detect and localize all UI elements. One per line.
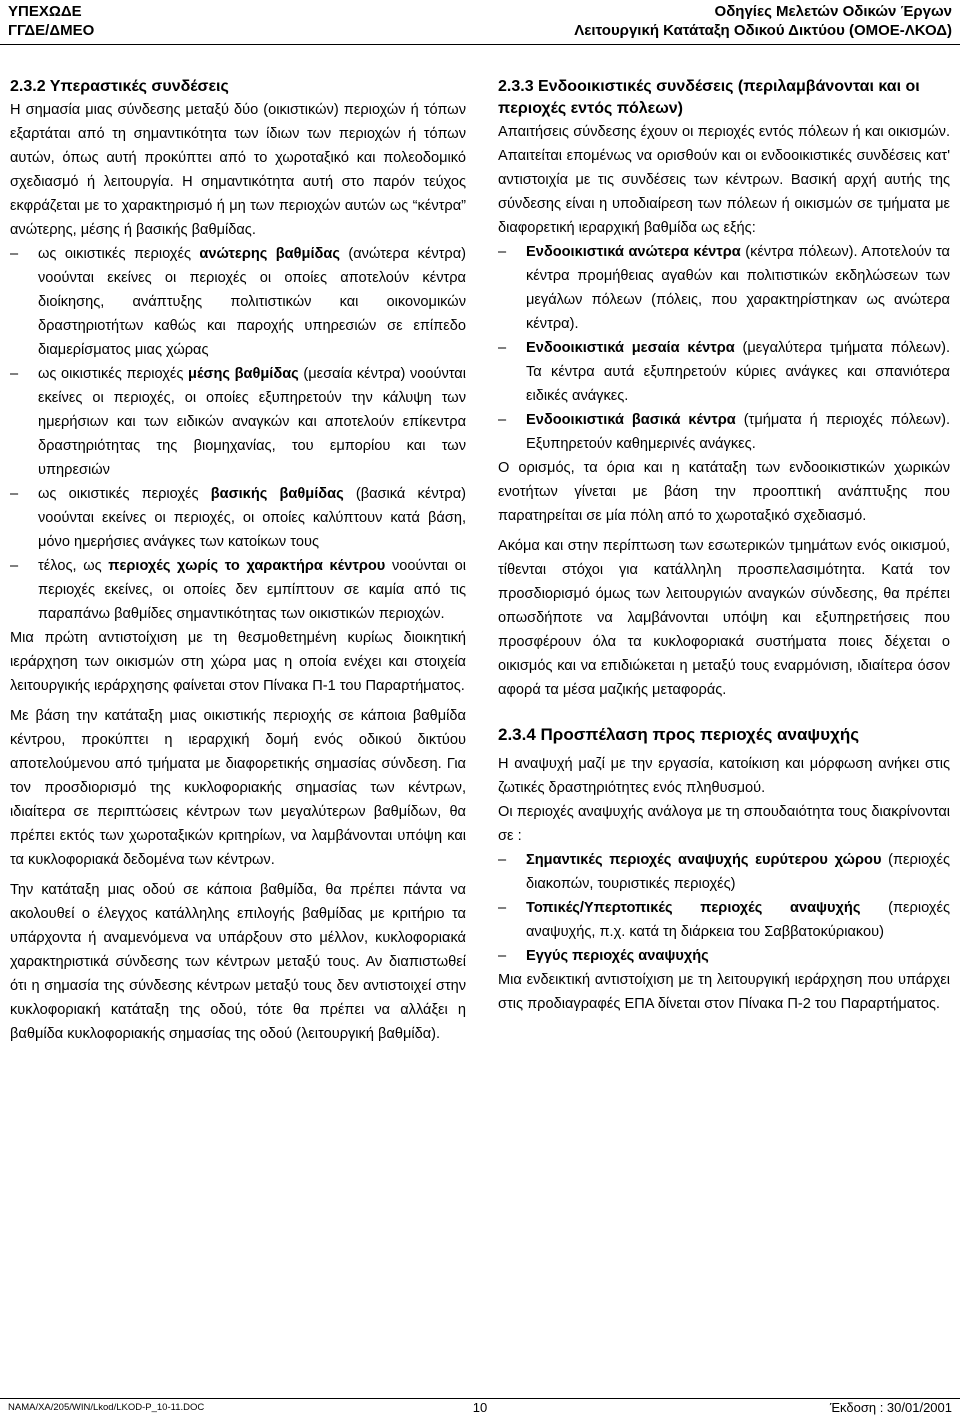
header-title-line1: Οδηγίες Μελετών Οδικών Έργων: [714, 3, 952, 20]
edition-date: Έκδοση : 30/01/2001: [829, 1400, 952, 1415]
section-intro: Απαιτήσεις σύνδεσης έχουν οι περιοχές εντός πόλεων ή και οικισμών. Απαιτείται επομένως να ορισθούν και οι ενδοοικιστικές συνδέσεις κατ' αντιστοιχία με τις συνδέσεις των κέντρων. Βασική αρχή αυτής της σύνδεσης είναι η υποδιαίρεση των πόλεων ή οικισμών σε τμήματα με διαφορετική ιεραρχική βαθμίδα ως εξής:: [498, 124, 950, 236]
list-item: – Ενδοοικιστικά βασικά κέντρα (τμήματα ή περιοχές πόλεων). Εξυπηρετούν καθημερινές ανάγκες.: [498, 408, 950, 456]
paragraph: Οι περιοχές αναψυχής ανάλογα με τη σπουδαιότητα τους διακρίνονται σε :: [498, 804, 950, 844]
header-agency-line2: ΓΓΔΕ/ΔΜΕΟ: [8, 22, 95, 39]
list-item: – ως οικιστικές περιοχές μέσης βαθμίδας (μεσαία κέντρα) νοούνται εκείνες οι περιοχές, οι οποίες εξυπηρετούν την κάλυψη των ημερήσιων και των ειδικών αναγκών και αποτελούν επίκεντρα δραστηριότητας της βιομηχανίας, του εμπορίου και των υπηρεσιών: [10, 362, 466, 482]
left-column: [10, 76, 466, 1046]
urban-centers-list: [498, 240, 950, 456]
header-document-title: [574, 2, 952, 40]
header-agency: [8, 2, 94, 40]
document-code: NAMA/XA/205/WIN/Lkod/LKOD-P_10-11.DOC: [8, 1402, 205, 1413]
paragraph: Ακόμα και στην περίπτωση των εσωτερικών τμημάτων ενός οικισμού, τίθενται στόχοι για κατάλληλη προσπελασιμότητα. Κατά τον προσδιορισμό όμως των λειτουργιών αναγκών σύνδεσης, θα πρέπει οπωσδήποτε να λαμβάνονται υπόψη και εξυπηρετήσεις που προσφέρουν όλα τα κυκλοφοριακά συστήματα ποιες δέχεται ο οικισμός και να επιδιώκεται η μεταξύ τους εναρμόνιση, ιδιαίτερα όσον αφορά τα μέσα μαζικής μεταφοράς.: [498, 538, 950, 698]
section-heading-2-3-2: 2.3.2 Υπεραστικές συνδέσεις: [10, 78, 229, 95]
paragraph: Με βάση την κατάταξη μιας οικιστικής περιοχής σε κάποια βαθμίδα κέντρου, προκύπτει η ιεραρχική δομή ενός οδικού δικτύου αποτελούμενου από τμήματα με διαφορετικής σημασίας σύνδεση. Για τον προσδιορισμό της κυκλοφοριακής σημασίας των κέντρων, ιδιαίτερα σε περιπτώσεις κέντρων των μεγαλύτερων βαθμίδων, θα πρέπει εκτός των χωροταξικών κριτηρίων, να λαμβάνονται υπόψη και τα κυκλοφοριακά δεδομένα των κέντρων.: [10, 708, 466, 868]
list-item: – τέλος, ως περιοχές χωρίς το χαρακτήρα κέντρου νοούνται οι περιοχές εκείνες, οι οποίες δεν εμπίπτουν σε καμία από τις παραπάνω βαθμίδες σημαντικότητας των οικιστικών περιοχών.: [10, 554, 466, 626]
section-heading-2-3-3: 2.3.3 Ενδοοικιστικές συνδέσεις (περιλαμβάνονται και οι περιοχές εντός πόλεων): [498, 78, 920, 117]
paragraph: Μια πρώτη αντιστοίχιση με τη θεσμοθετημένη κυρίως διοικητική ιεράρχηση των οικισμών στη χώρα μας η οποία ενέχει και στοιχεία λειτουργικής ιεράρχησης φαίνεται στον Πίνακα Π-1 του Παραρτήματος.: [10, 630, 466, 694]
header-divider: [0, 44, 960, 45]
list-item: – Εγγύς περιοχές αναψυχής: [498, 944, 950, 968]
paragraph: Μια ενδεικτική αντιστοίχιση με τη λειτουργική ιεράρχηση που υπάρχει στις προδιαγραφές ΕΠΑ δίνεται στον Πίνακα Π-2 του Παραρτήματος.: [498, 972, 950, 1012]
paragraph: Την κατάταξη μιας οδού σε κάποια βαθμίδα, θα πρέπει πάντα να ακολουθεί ο έλεγχος κατάλληλης επιλογής βαθμίδας με κριτήριο τα υπάρχοντα ή αναμενόμενα να υπάρξουν στο μέλλον, κυκλοφοριακά χαρακτηριστικά σύνδεσης των κέντρων μεταξύ τους. Αν διαπιστωθεί ότι η σημασία της σύνδεσης κέντρων μεταξύ τους δεν αντιστοιχεί στην κυκλοφοριακή κατάταξη της οδού, τότε θα πρέπει να αλλάξει η βαθμίδα κυκλοφοριακής σημασίας της οδού (λειτουργική βαθμίδα).: [10, 882, 466, 1042]
list-item: – ως οικιστικές περιοχές βασικής βαθμίδας (βασικά κέντρα) νοούνται εκείνες οι περιοχές, οι οποίες καλύπτουν κατά βάση, μόνο ημερήσιες ανάγκες των κατοίκων τους: [10, 482, 466, 554]
right-column: [498, 76, 950, 1016]
recreation-areas-list: [498, 848, 950, 968]
list-item: – Ενδοοικιστικά μεσαία κέντρα (μεγαλύτερα τμήματα πόλεων). Τα κέντρα αυτά εξυπηρετούν κύριες ανάγκες και σπανιότερα ειδικές ανάγκες.: [498, 336, 950, 408]
section-heading-2-3-4: 2.3.4 Προσπέλαση προς περιοχές αναψυχής: [498, 725, 860, 744]
section-intro: Η σημασία μιας σύνδεσης μεταξύ δύο (οικιστικών) περιοχών ή τόπων εξαρτάται από τη σημαντικότητα των ίδιων των περιοχών ή τόπων αυτών, όπως αυτή προκύπτει από το χωροταξικό και πολεοδομικό σχεδιασμό ή λειτουργία. Η σημαντικότητα αυτή στο παρόν τεύχος εκφράζεται με το χαρακτηρισμό ή μη των περιοχών αυτών ως “κέντρα” ανώτερης, μέσης ή βασικής βαθμίδας.: [10, 102, 466, 238]
footer-divider: [0, 1398, 960, 1399]
list-item: – ως οικιστικές περιοχές ανώτερης βαθμίδας (ανώτερα κέντρα) νοούνται εκείνες οι περιοχές οι οποίες αποτελούν κέντρα διοίκησης, ανάπτυξης πολιτιστικών και οικονομικών δραστηριοτήτων καθώς και παροχής υπηρεσιών σε επίπεδο διαμερίσματος μιας χώρας: [10, 242, 466, 362]
header-title-line2: Λειτουργική Κατάταξη Οδικού Δικτύου (ΟΜΟΕ-ΛΚΟΔ): [574, 22, 952, 39]
paragraph: Ο ορισμός, τα όρια και η κατάταξη των ενδοοικιστικών χωρικών ενοτήτων γίνεται με βάση την προοπτική ανάπτυξης που παρατηρείται σε μία πόλη από το χωροταξικό σχεδιασμό.: [498, 460, 950, 524]
list-item: – Ενδοοικιστικά ανώτερα κέντρα (κέντρα πόλεων). Αποτελούν τα κέντρα προμήθειας αγαθών και πολιτιστικών εκδηλώσεων των μεγάλων πόλεων (πόλεις, που χαρακτηρίστηκαν ως ανώτερα κέντρα).: [498, 240, 950, 336]
page-number: 10: [472, 1400, 488, 1415]
paragraph: Η αναψυχή μαζί με την εργασία, κατοίκιση και μόρφωση ανήκει στις ζωτικές δραστηριότητες ενός πληθυσμού.: [498, 756, 950, 796]
list-item: – Τοπικές/Υπερτοπικές περιοχές αναψυχής (περιοχές αναψυχής, π.χ. κατά τη διάρκεια του Σαββατοκύριακου): [498, 896, 950, 944]
center-tiers-list: [10, 242, 466, 626]
list-item: – Σημαντικές περιοχές αναψυχής ευρύτερου χώρου (περιοχές διακοπών, τουριστικές περιοχές): [498, 848, 950, 896]
page-footer: [0, 1400, 960, 1418]
header-agency-line1: ΥΠΕΧΩΔΕ: [8, 3, 82, 20]
